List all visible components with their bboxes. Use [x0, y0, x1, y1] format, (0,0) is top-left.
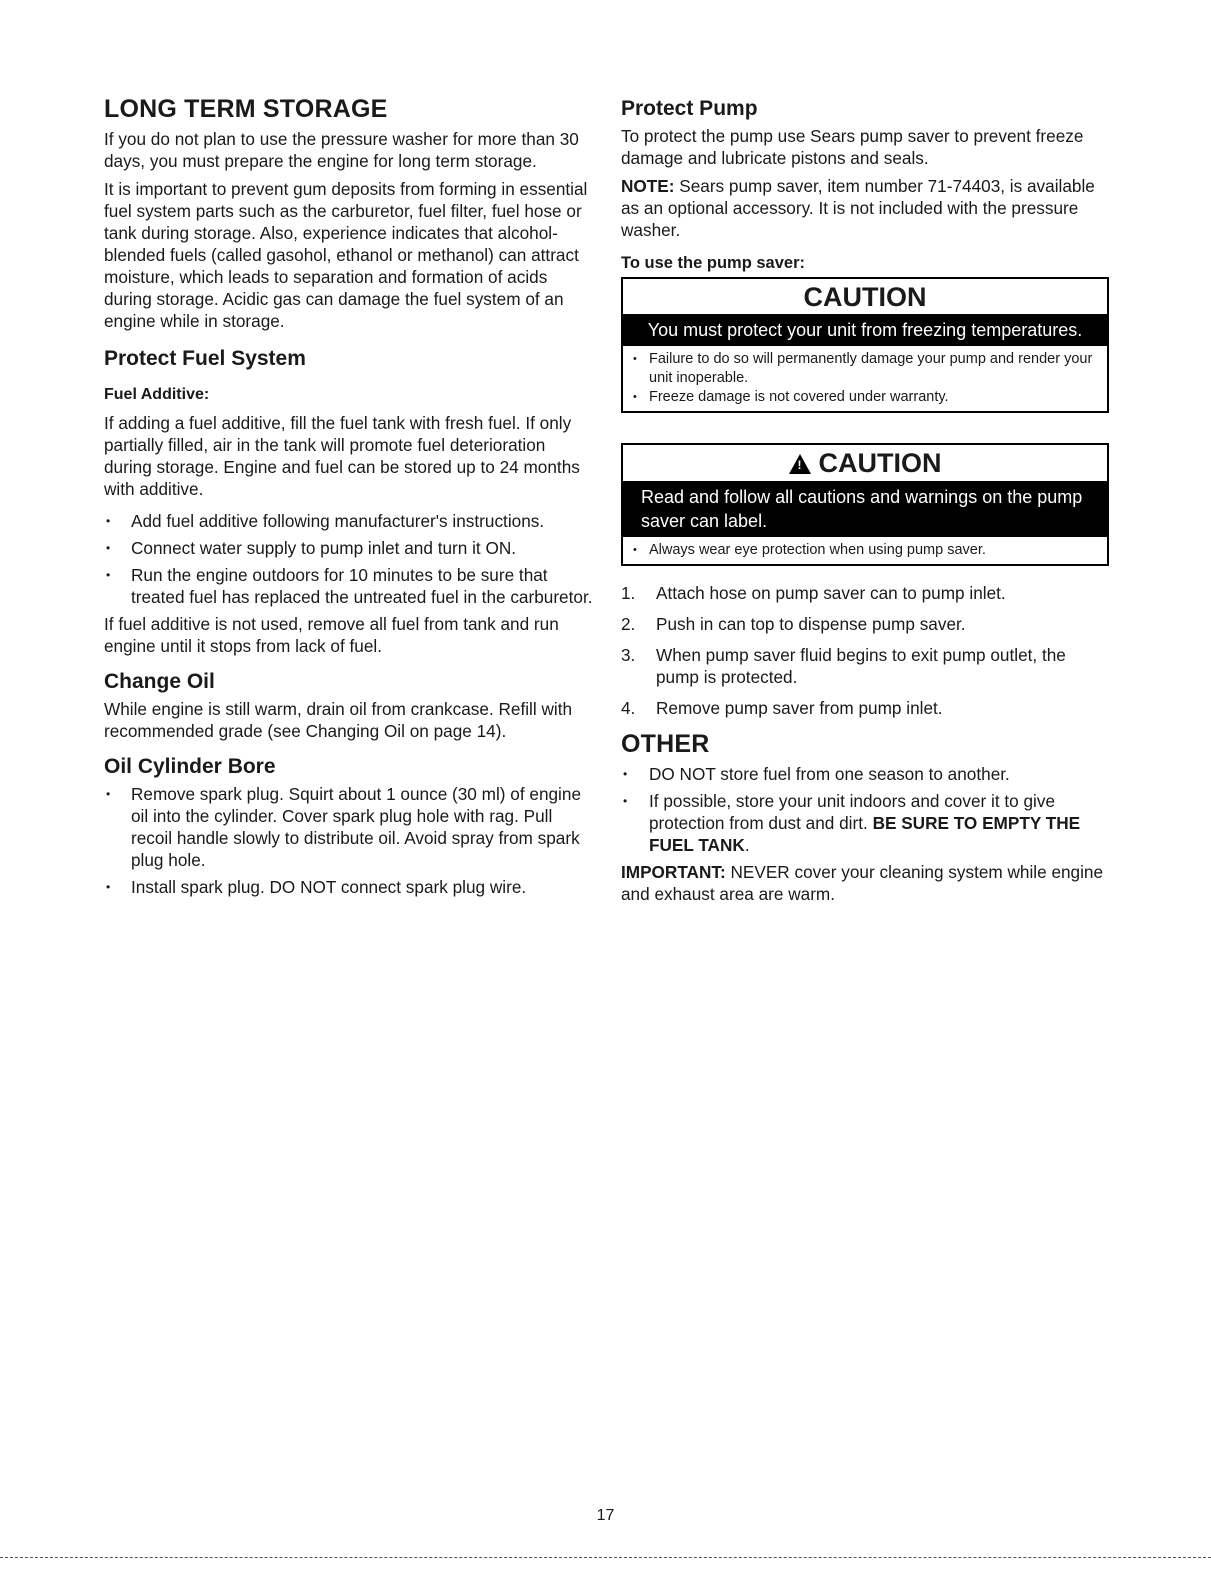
list-item: • DO NOT store fuel from one season to another.: [621, 763, 1109, 785]
fuel-additive-paragraph: If adding a fuel additive, fill the fuel tank with fresh fuel. If only partially filled, air in the tank will promote fuel deterioration during storage. Engine and fuel can be stored up to 24 months with additive.: [104, 412, 580, 499]
step-text: Remove pump saver from pump inlet.: [656, 698, 943, 718]
important-label: IMPORTANT:: [621, 862, 726, 882]
step-text: Attach hose on pump saver can to pump inlet.: [656, 583, 1006, 603]
change-oil-heading: Change Oil: [104, 669, 215, 693]
step-number: 1.: [621, 583, 636, 603]
list-item: • Add fuel additive following manufacturer's instructions.: [104, 510, 594, 532]
section-title-long-term-storage: LONG TERM STORAGE: [104, 95, 388, 123]
caution-box-eye-protection: [621, 443, 1109, 566]
change-oil-paragraph: While engine is still warm, drain oil from crankcase. Refill with recommended grade (see Changing Oil on page 14).: [104, 699, 573, 742]
step-number: 4.: [621, 698, 636, 718]
important-paragraph: [621, 861, 1109, 905]
oil-cylinder-bore-heading: Oil Cylinder Bore: [104, 755, 276, 779]
list-item: [621, 790, 1109, 856]
pump-saver-steps: [621, 582, 1109, 719]
note-label: NOTE:: [621, 176, 675, 197]
warning-triangle-icon: [789, 454, 811, 474]
caution-list: [623, 346, 1107, 411]
caution-title-row: [623, 445, 1107, 481]
caution-item: • Always wear eye protection when using pump saver.: [631, 541, 1099, 560]
caution-title: CAUTION: [803, 281, 927, 312]
other-bullet-list: [621, 763, 1109, 856]
protect-pump-paragraph: To protect the pump use Sears pump saver to prevent freeze damage and lubricate pistons and seals.: [621, 126, 1084, 169]
important-text: NEVER cover your cleaning system while engine and exhaust area are warm.: [621, 862, 1104, 904]
other-bullet-text: If possible, store your unit indoors and cover it to give protection from dust and dirt.: [649, 791, 1056, 833]
bore-bullet-list: [104, 783, 594, 898]
no-additive-paragraph: If fuel additive is not used, remove all fuel from tank and run engine until it stops from lack of fuel.: [104, 613, 559, 656]
caution-box-freezing: [621, 277, 1109, 414]
list-item: [621, 697, 1109, 719]
note-text: Sears pump saver, item number 71-74403, is available as an optional accessory. It is not included with the pressure washer.: [621, 176, 1095, 241]
caution-item: • Freeze damage is not covered under warranty.: [631, 388, 1099, 407]
page-number: 17: [596, 1507, 615, 1524]
bottom-divider: [0, 1557, 1211, 1558]
step-number: 2.: [621, 614, 636, 634]
list-item: • Install spark plug. DO NOT connect spark plug wire.: [104, 876, 594, 898]
list-item: [621, 613, 1109, 635]
list-item: [621, 582, 1109, 604]
other-bullet-end: .: [744, 835, 750, 855]
protect-pump-heading: Protect Pump: [621, 97, 758, 120]
step-number: 3.: [621, 645, 636, 665]
other-bullet-bold: BE SURE TO EMPTY THE FUEL TANK: [649, 813, 1081, 855]
step-text: Push in can top to dispense pump saver.: [656, 614, 966, 634]
intro-paragraph: If you do not plan to use the pressure washer for more than 30 days, you must prepare the engine for long term storage.: [104, 129, 579, 171]
section-title-other: OTHER: [621, 730, 710, 758]
caution-title: CAUTION: [818, 448, 942, 479]
gum-deposits-paragraph: It is important to prevent gum deposits from forming in essential fuel system parts such as the carburetor, fuel filter, fuel hose or tank during storage. Also, experience indicates that alcohol-blended fuels (called gasohol, ethanol or methanol) can attract moisture, which leads to separation and formation of acids during storage. Acidic gas can damage the fuel system of an engine while in storage.: [104, 179, 588, 331]
list-item: • Connect water supply to pump inlet and turn it ON.: [104, 537, 594, 559]
note-paragraph: [621, 175, 1109, 241]
fuel-bullet-list: [104, 510, 594, 608]
use-pump-saver-heading: To use the pump saver:: [621, 254, 805, 273]
caution-item: • Failure to do so will permanently damage your pump and render your unit inoperable.: [631, 350, 1099, 388]
caution-list: [623, 537, 1107, 564]
list-item: [621, 644, 1109, 688]
list-item: • Remove spark plug. Squirt about 1 ounce (30 ml) of engine oil into the cylinder. Cover spark plug hole with rag. Pull recoil handle slowly to distribute oil. Avoid spray from spark plug hole.: [104, 783, 594, 871]
left-column: [104, 94, 594, 903]
step-text: When pump saver fluid begins to exit pump outlet, the pump is protected.: [656, 645, 1066, 687]
caution-banner: You must protect your unit from freezing temperatures.: [623, 314, 1107, 346]
caution-banner: Read and follow all cautions and warnings on the pump saver can label.: [623, 481, 1107, 537]
protect-fuel-heading: Protect Fuel System: [104, 347, 306, 370]
fuel-additive-heading: Fuel Additive:: [104, 386, 210, 404]
list-item: • Run the engine outdoors for 10 minutes to be sure that treated fuel has replaced the untreated fuel in the carburetor.: [104, 564, 594, 608]
right-column: [621, 94, 1109, 911]
